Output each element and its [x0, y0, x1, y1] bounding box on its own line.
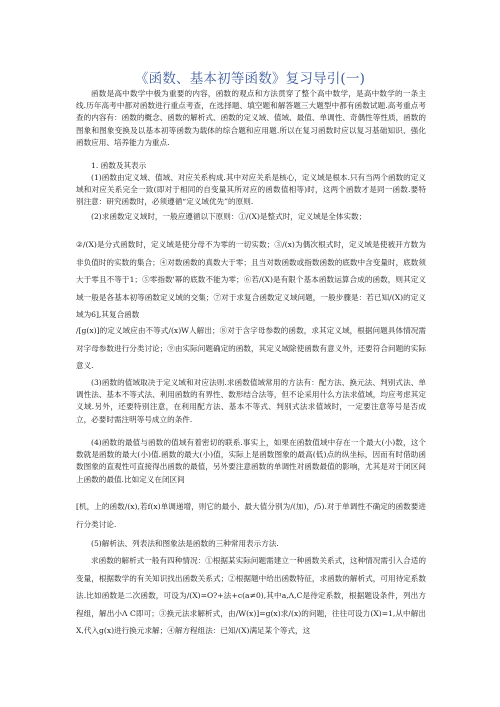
paragraph-representation: (5)解析法、列表法和图象法是函数的三种常用表示方法. — [91, 539, 279, 548]
paragraph-domain-list: ②/(X)是分式函数时，定义域是使分母不为零的一切实数；③/(x)为偶次根式时，定义域是使被开方数为非负值时的实数的集合；④对数函数的真数大于零；且当对数函数或指数函数的底数中含变量时，底数须大于零且不等于1；⑤零指数'幂的底数不能为零；⑥若/(X)是有限个基本函数运算合成的函数，则其定义域一般是各基本初等函数定义域的交集；⑦对于求复合函数定义域问题，一般步骤是：若已知/(X)的定义域为6],其复合函数 — [76, 240, 426, 319]
paragraph-extrema: (4)函数的最值与函数的值域有着密切的联系.事实上，如果在函数值域中存在一个最大(小)数，这个数就是函数的最大(小)值.函数的最大(小)值，实际上是函数图象的最高(低)点的纵坐标，因而有时借助函数图象的直观性可直接得出函数的最值，另外要注意函数的单调性对函数最值的影响，尤其是对于闭区间上函数的最值.比如定义在闭区间 — [76, 438, 426, 484]
paragraph-monotonic: [机，上的函数/(x),若f(x)单调递增，则它的最小、最大值分别为/(加)，/5).对于单调性不确定的函数要进行分类讨论. — [76, 502, 426, 529]
intro-paragraph: 函数是高中数学中极为重要的内容，函数的观点和方法贯穿了整个高中数学，是高中数学的一条主线.历年高考中都对函数进行重点考查，在选择题、填空题和解答题三大题型中都有函数试题.高考重点考查的内容有：函数的概念、函数的解析式、函数的定义域、值域、最值、单调性、奇偶性等性质，函数的图象和图象变换及以基本初等函数为载体的综合题和应用题.所以在复习函数时应以复习基础知识、强化函数应用、培养能力为重点. — [76, 89, 426, 147]
page-title: 《函数、基本初等函数》复习导引(一) — [134, 71, 366, 87]
paragraph-range: (3)函数的值域取决于定义域和对应法则.求函数值域常用的方法有：配方法、换元法、判别式法、单调性法、基本不等式法、利用函数的有界性、数形结合法等，但不论采用什么方法求值域，均应考虑其定义域.另外，还要特别注意，在利用配方法、基本不等式、判别式法求值域时，一定要注意等号是否成立，必要时需注明等号成立的条件. — [76, 378, 426, 424]
section-heading: 1. 函数及其表示 — [91, 161, 147, 170]
paragraph-analytic: 求函数的解析式一般有四种情况：①根据某实际问题需建立一种函数关系式，这种情况需引入合适的变量，根据数学的有关知识找出函数关系式；②根据题中给出函数特征，求函数的解析式，可用待定系数法.比如函数是二次函数，可设为/(X)=O?+法+c(a≠0),其中a,Λ,C是待定系数，根据题设条件，列出方程组，解出小Λ C即可；③换元法求解析式，由/W(x)]=g(x)求/(x)的问题，往往可设力(X)=1,从中解出X,代入g(x)进行换元求解；④解方程组法：已知/(X)满足某个等式，这 — [76, 556, 427, 635]
paragraph-definition: (1)函数由定义域、值域、对应关系构成.其中对应关系是核心，定义域是根本.只有当两个函数的定义域和对应关系完全一致(即对于相同的自变量其所对应的函数值相等)时，这两个函数才是同一函数.要特别注意：研究函数时，必须遵循“定义域优先”的原则. — [76, 173, 426, 207]
paragraph-domain-rules: (2)求函数定义域时，一般应遵循以下原则：①/(X)是整式时，定义域是全体实数； — [91, 212, 367, 221]
paragraph-composite: /[g(x)]的定义域应由不等式/(x)W人解出；⑧对于含字母参数的函数，求其定义域，根据问题具体情况需对字母参数进行分类讨论；⑨由实际问题确定的函数，其定义域除使函数有意义外，还要符合问题的实际意义. — [76, 326, 426, 370]
